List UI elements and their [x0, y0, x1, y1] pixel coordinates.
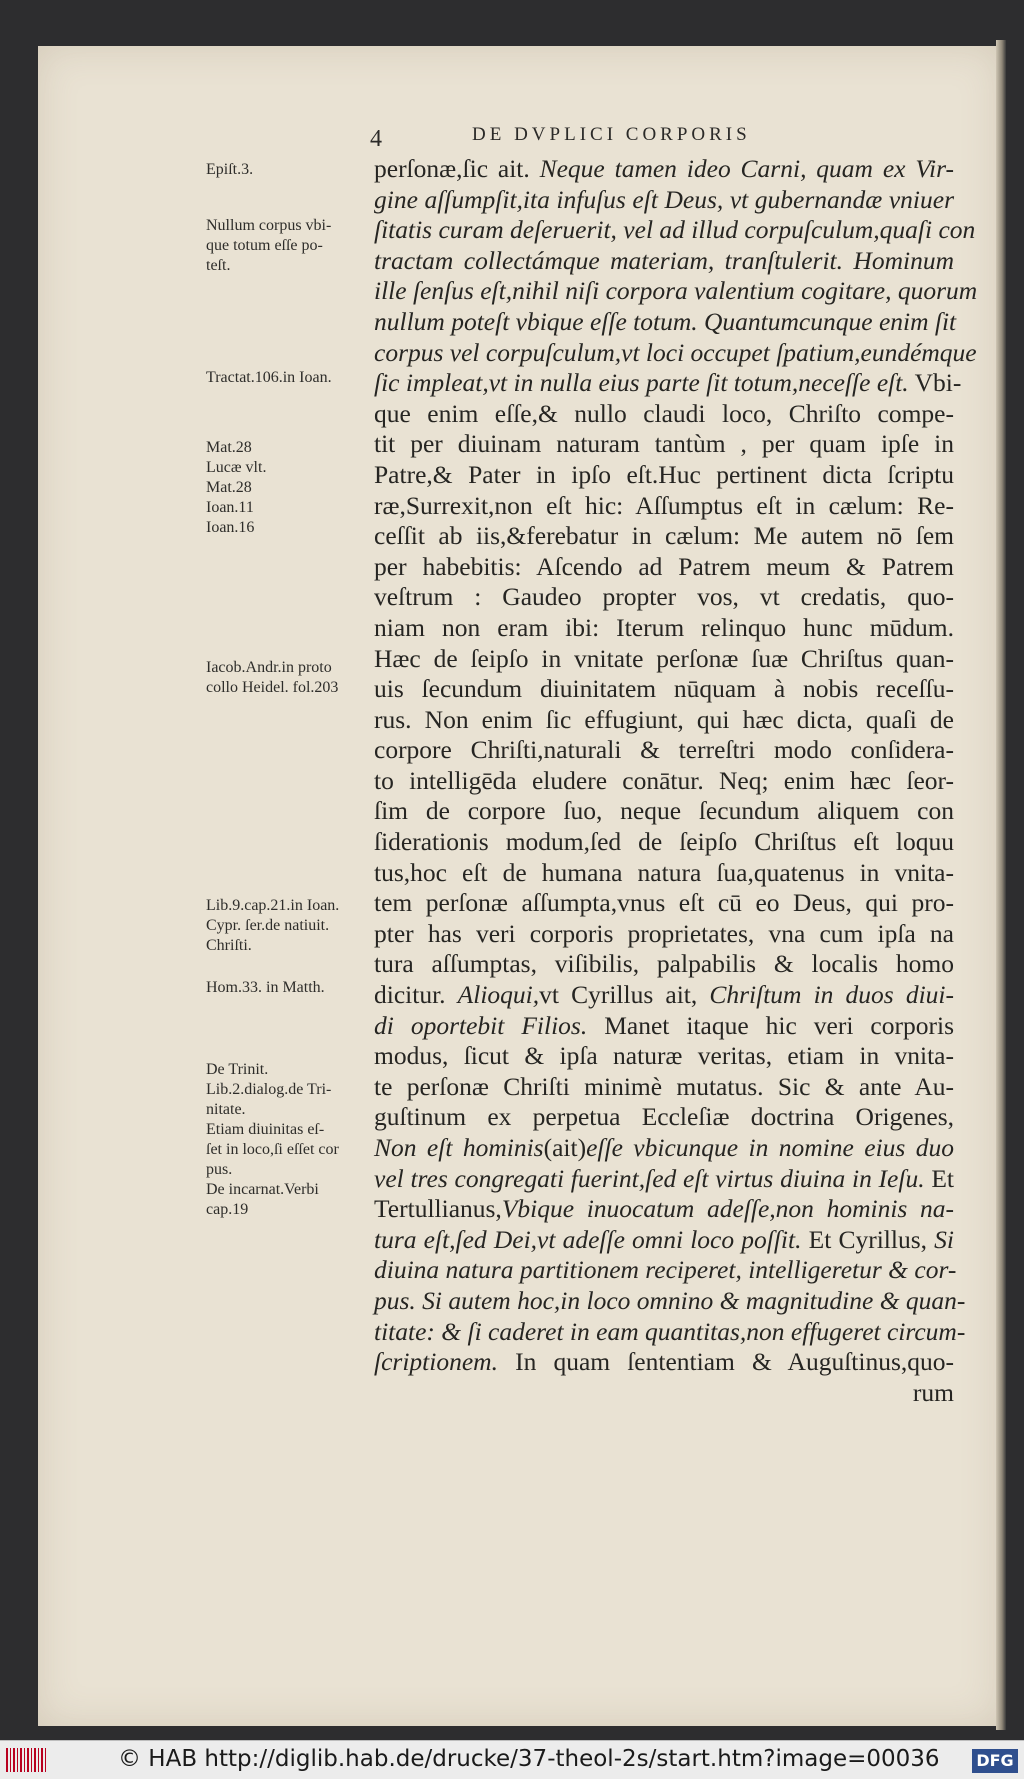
- text-segment: ſiderationis modum,ſed de ſeipſo Chriſtus eſt loquu: [374, 827, 954, 857]
- text-line: [374, 185, 954, 216]
- text-line: [374, 1316, 966, 1348]
- text-line: [374, 337, 977, 369]
- text-segment: ſitatis curam deſeruerit, vel ad illud corpuſculum,quaſi con: [374, 215, 976, 245]
- text-segment: ſic impleat,vt in nulla eius parte ſit totum,neceſſe eſt.: [374, 368, 909, 398]
- margin-note: Lib.9.cap.21.in Ioan.: [206, 897, 340, 914]
- text-line: [374, 154, 954, 185]
- text-line: [374, 276, 978, 307]
- text-segment: ſcriptionem.: [374, 1347, 498, 1377]
- folio-number: 4: [370, 126, 382, 152]
- text-segment: Et Cyrillus,: [801, 1224, 935, 1254]
- text-segment: Vbique inuocatum adeſſe,non hominis na-: [501, 1194, 954, 1224]
- text-segment: tem perſonæ aſſumpta,vnus eſt cū eo Deus, qui pro-: [374, 888, 954, 918]
- margin-note: Hom.33. in Matth.: [206, 979, 325, 996]
- text-segment: Vbi-: [908, 368, 962, 398]
- margin-note: Lucæ vlt.: [206, 459, 267, 476]
- page-edge: [996, 40, 1006, 1730]
- text-line: [374, 1194, 954, 1225]
- margin-note: teſt.: [206, 257, 231, 274]
- text-segment: uis ſecundum diuinitatem nūquam à nobis receſſu-: [374, 674, 954, 704]
- text-segment: Chriſtum in duos diui-: [709, 980, 954, 1010]
- text-segment: rus. Non enim ſic effugiunt, qui hæc dicta, quaſi de: [374, 704, 954, 734]
- text-segment: ille ſenſus eſt,nihil niſi corpora valentium cogitare, quorum: [374, 276, 978, 306]
- text-segment: rum: [912, 1377, 954, 1407]
- text-line: [374, 796, 954, 827]
- margin-note: Iacob.Andr.in proto: [206, 659, 332, 676]
- text-segment: tura eſt,ſed Dei,vt adeſſe omni loco poſſit.: [374, 1224, 802, 1254]
- margin-note: que totum eſſe po-: [206, 237, 323, 254]
- text-line: [374, 368, 962, 399]
- margin-note: Epiſt.3.: [206, 161, 254, 178]
- text-segment: Neque tamen ideo Carni, quam ex Vir-: [539, 154, 954, 183]
- text-segment: In quam ſententiam & Auguſtinus,quo-: [497, 1347, 954, 1377]
- text-segment: gine aſſumpſit,ita infuſus eſt Deus, vt gubernandæ vniuer: [374, 184, 954, 214]
- margin-note: Mat.28: [206, 439, 252, 456]
- text-segment: tura aſſumptas, viſibilis, palpabilis & localis homo: [374, 949, 954, 979]
- text-line: [374, 521, 954, 552]
- text-line: [374, 1011, 954, 1042]
- dfg-logo: DFG: [972, 1749, 1018, 1773]
- text-segment: di oportebit Filios.: [374, 1010, 588, 1040]
- text-segment: corpus vel corpuſculum,vt loci occupet ſpatium,eundémque: [374, 337, 977, 367]
- text-segment: perſonæ,ſic ait.: [374, 154, 540, 183]
- text-line: [374, 735, 954, 766]
- margin-note: Tractat.106.in Ioan.: [206, 369, 332, 386]
- text-line: [374, 399, 954, 430]
- margin-note: Lib.2.dialog.de Tri-: [206, 1081, 332, 1098]
- text-line: [374, 705, 954, 736]
- text-segment: dicitur.: [374, 980, 458, 1010]
- text-line: [374, 644, 954, 675]
- body-text: [374, 154, 978, 1408]
- text-segment: pter has veri corporis proprietates, vna cum ipſa na: [374, 918, 954, 948]
- text-line: [374, 429, 954, 460]
- margin-note: nitate.: [206, 1101, 246, 1118]
- text-segment: diuina natura partitionem reciperet, intelligeretur & cor-: [374, 1255, 957, 1285]
- text-line: [374, 1255, 957, 1286]
- text-line: [374, 552, 954, 583]
- margin-note: cap.19: [206, 1201, 249, 1218]
- text-line: [374, 766, 954, 797]
- text-segment: to intelligēda eludere conātur. Neq; enim hæc ſeor-: [374, 765, 954, 795]
- text-line: [374, 1225, 954, 1256]
- text-line: [374, 919, 954, 950]
- footer-bar: [0, 1740, 1024, 1779]
- text-line: [374, 215, 976, 246]
- text-line: [374, 460, 954, 491]
- margin-note: pus.: [206, 1161, 233, 1178]
- text-line: [374, 246, 954, 277]
- margin-note: Mat.28: [206, 479, 252, 496]
- text-line: [374, 1072, 954, 1103]
- text-segment: Alioqui,: [457, 980, 540, 1010]
- margin-note: Ioan.11: [206, 499, 254, 516]
- text-segment: Si: [934, 1224, 955, 1254]
- text-line: [374, 1133, 954, 1164]
- text-segment: Hæc de ſeipſo in vnitate perſonæ ſuæ Chriſtus quan-: [374, 643, 954, 673]
- text-segment: Non eſt hominis: [374, 1133, 544, 1162]
- footer-citation: © HAB http://diglib.hab.de/drucke/37-theol-2s/start.htm?image=00036: [118, 1746, 940, 1772]
- text-segment: per habebitis: Aſcendo ad Patrem meum & Patrem: [374, 551, 954, 581]
- text-line: [374, 949, 954, 980]
- text-segment: guſtinum ex perpetua Eccleſiæ doctrina Origenes,: [374, 1102, 954, 1132]
- text-line: [374, 582, 954, 613]
- text-segment: Tertullianus,: [374, 1194, 502, 1224]
- text-line: [374, 858, 954, 889]
- text-segment: corpore Chriſti,naturali & terreſtri modo conſidera-: [374, 735, 954, 765]
- text-line: [374, 674, 954, 705]
- text-line: [374, 306, 957, 338]
- text-segment: pus. Si autem hoc,in loco omnino & magnitudine & quan-: [374, 1285, 966, 1315]
- margin-note: Etiam diuinitas eſ-: [206, 1121, 325, 1138]
- text-segment: nullum poteſt vbique eſſe totum. Quantumcunque enim ſit: [374, 306, 957, 336]
- text-line: [374, 1102, 954, 1133]
- text-line: [374, 1041, 954, 1072]
- margin-note: De incarnat.Verbi: [206, 1181, 319, 1198]
- text-line: [374, 613, 954, 644]
- running-head: DE DVPLICI CORPORIS: [472, 124, 751, 145]
- text-segment: Et: [924, 1163, 954, 1193]
- margin-note: Ioan.16: [206, 519, 255, 536]
- text-segment: vt Cyrillus ait,: [539, 980, 710, 1010]
- margin-note: Chriſti.: [206, 937, 252, 954]
- text-line: [374, 980, 954, 1011]
- text-segment: tractam collectámque materiam, tranſtulerit. Hominum: [374, 245, 954, 275]
- text-segment: vel tres congregati fuerint,ſed eſt virtus diuina in Ieſu.: [374, 1163, 925, 1193]
- margin-note: Nullum corpus vbi-: [206, 217, 332, 234]
- text-segment: veſtrum : Gaudeo propter vos, vt credatis, quo-: [374, 582, 954, 612]
- text-segment: eſſe vbicunque in nomine eius duo: [586, 1133, 954, 1162]
- text-line: [374, 888, 954, 919]
- text-line: [374, 1378, 954, 1409]
- margin-note: Cypr. ſer.de natiuit.: [206, 917, 330, 934]
- text-segment: tit per diuinam naturam tantùm , per quam ipſe in: [374, 429, 954, 459]
- text-line: [374, 1285, 966, 1317]
- text-segment: ſim de corpore ſuo, neque ſecundum aliquem con: [374, 796, 954, 826]
- page-header: [370, 120, 950, 150]
- text-segment: ceſſit ab iis,&ferebatur in cælum: Me autem nō ſem: [374, 521, 954, 551]
- text-line: [374, 491, 954, 522]
- text-segment: ræ,Surrexit,non eſt hic: Aſſumptus eſt in cælum: Re-: [374, 490, 954, 520]
- hab-logo-icon: [6, 1748, 46, 1772]
- margin-note: De Trinit.: [206, 1061, 269, 1078]
- text-segment: (ait): [543, 1133, 587, 1162]
- text-segment: que enim eſſe,& nullo claudi loco, Chriſto compe-: [374, 398, 954, 428]
- text-segment: Manet itaque hic veri corporis: [587, 1010, 954, 1040]
- text-segment: modus, ſicut & ipſa naturæ veritas, etiam in vnita-: [374, 1041, 954, 1071]
- text-segment: te perſonæ Chriſti minimè mutatus. Sic & ante Au-: [374, 1071, 954, 1101]
- text-line: [374, 1347, 954, 1378]
- text-line: [374, 1164, 954, 1195]
- text-line: [374, 827, 954, 858]
- text-segment: Patre,& Pater in ipſo eſt.Huc pertinent dicta ſcriptu: [374, 459, 954, 489]
- text-segment: tus,hoc eſt de humana natura ſua,quatenus in vnita-: [374, 857, 954, 887]
- text-segment: titate: & ſi caderet in eam quantitas,non effugeret circum-: [374, 1316, 966, 1346]
- margin-note: collo Heidel. fol.203: [206, 679, 339, 696]
- text-segment: niam non eram ibi: Iterum relinquo hunc mūdum.: [374, 612, 954, 642]
- margin-note: ſet in loco,ſi eſſet cor: [206, 1141, 339, 1158]
